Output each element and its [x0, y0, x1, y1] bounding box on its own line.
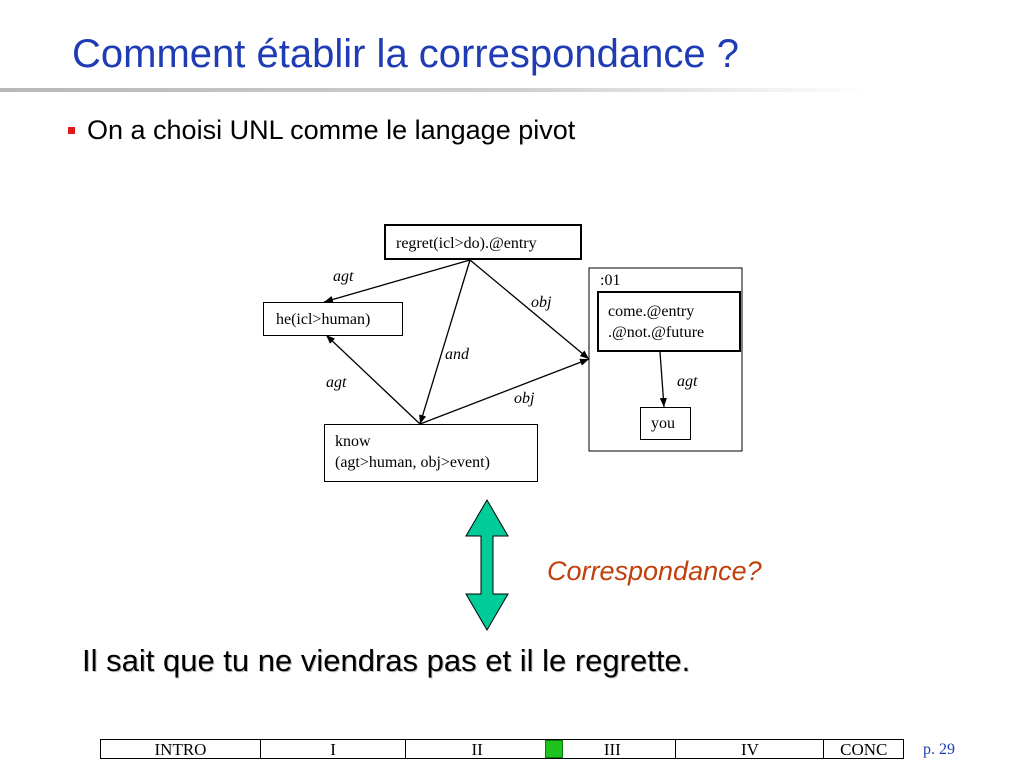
node-come: [597, 291, 741, 352]
node-you: [640, 407, 691, 440]
edge-regret-know: [420, 260, 470, 424]
edge-regret-scope: [470, 260, 589, 359]
node-know: [324, 424, 538, 482]
bullet-text: On a choisi UNL comme le langage pivot: [87, 115, 576, 145]
nav-item-i[interactable]: I: [261, 740, 406, 758]
double-arrow-icon: [466, 500, 508, 630]
edge-label-come-you: agt: [677, 373, 698, 390]
node-know-line2: (agt>human, obj>event): [335, 454, 490, 471]
nav-item-ii[interactable]: II: [406, 740, 549, 758]
edge-label-know-he: agt: [326, 374, 347, 391]
example-sentence: Il sait que tu ne viendras pas et il le regrette.: [82, 643, 691, 678]
edge-label-regret-he: agt: [333, 268, 354, 285]
node-you-label: you: [651, 415, 675, 432]
edge-know-scope: [420, 359, 589, 424]
node-come-line1: come.@entry: [608, 303, 695, 320]
section-nav-bar: [100, 739, 904, 759]
edge-label-regret-know: and: [445, 346, 469, 363]
nav-item-intro[interactable]: INTRO: [101, 740, 261, 758]
node-know-line1: know: [335, 433, 371, 450]
edge-label-know-scope: obj: [514, 390, 535, 407]
node-regret: [384, 224, 582, 260]
nav-item-iv[interactable]: IV: [676, 740, 824, 758]
scope-label: :01: [600, 272, 621, 289]
page-number: p. 29: [923, 741, 955, 758]
slide-title: Comment établir la correspondance ?: [72, 32, 740, 76]
progress-marker-icon: [545, 740, 563, 758]
node-he: [263, 302, 403, 336]
correspondence-question: Correspondance?: [547, 556, 762, 586]
node-he-label: he(icl>human): [276, 311, 371, 328]
nav-item-iii[interactable]: III: [549, 740, 676, 758]
node-regret-label: regret(icl>do).@entry: [396, 235, 537, 252]
node-come-line2: .@not.@future: [608, 324, 705, 341]
edge-label-regret-scope: obj: [531, 294, 552, 311]
nav-item-conc[interactable]: CONC: [840, 740, 888, 759]
